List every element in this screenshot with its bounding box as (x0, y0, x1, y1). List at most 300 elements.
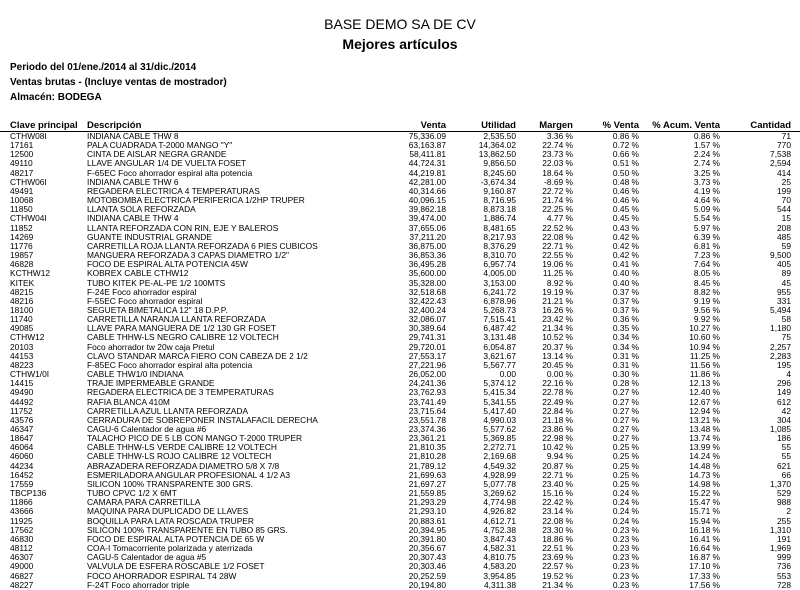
cell-cantidad: 296 (777, 379, 791, 389)
cell-utilidad: 0.00 (499, 370, 516, 380)
cell-clave: 44153 (10, 351, 34, 361)
cell-margen: 20.37 % (542, 342, 573, 352)
cell-utilidad: 8,217.93 (483, 232, 516, 242)
table-row (0, 306, 800, 315)
cell-venta: 42,281.00 (408, 177, 446, 187)
cell-pct-venta: 0.28 % (612, 379, 639, 389)
cell-clave: CTHW06I (10, 177, 47, 187)
cell-pct-acum: 5.09 % (693, 205, 720, 215)
cell-clave: 11776 (10, 241, 33, 251)
cell-cantidad: 25 (781, 177, 791, 187)
cell-clave: 48112 (10, 544, 33, 554)
cell-pct-acum: 15.22 % (689, 489, 720, 499)
cell-descripcion: MANGUERA REFORZADA 3 CAPAS DIAMETRO 1/2" (87, 251, 289, 261)
cell-clave: 49000 (10, 562, 34, 572)
cell-margen: 20.87 % (542, 461, 573, 471)
cell-pct-venta: 0.45 % (612, 214, 639, 224)
column-cantidad: Cantidad (750, 120, 791, 131)
column-pct-venta: % Venta (602, 120, 639, 131)
cell-clave: 43576 (10, 415, 34, 425)
table-row (0, 443, 800, 452)
cell-cantidad: 42 (781, 406, 791, 416)
cell-pct-venta: 0.23 % (612, 571, 639, 581)
cell-descripcion: CABLE THHW-LS NEGRO CALIBRE 12 VOLTECH (87, 333, 279, 343)
table-row (0, 544, 800, 553)
cell-pct-venta: 0.25 % (612, 461, 639, 471)
cell-utilidad: 4,612.71 (483, 516, 516, 526)
cell-cantidad: 999 (777, 553, 791, 563)
column-utilidad: Utilidad (481, 120, 516, 131)
cell-utilidad: 4,583.20 (483, 562, 516, 572)
cell-venta: 26,052.00 (408, 370, 446, 380)
cell-venta: 20,391.80 (408, 534, 446, 544)
cell-venta: 39,474.00 (408, 214, 446, 224)
cell-descripcion: CARRETILLA AZUL LLANTA REFORZADA (87, 406, 249, 416)
cell-utilidad: 8,716.95 (483, 196, 516, 206)
table-row (0, 388, 800, 397)
cell-descripcion: FOCO DE ESPIRAL ALTA POTENCIA 45W (87, 260, 248, 270)
cell-utilidad: 7,515.41 (483, 315, 516, 325)
cell-utilidad: 4,990.03 (483, 415, 516, 425)
cell-margen: 22.51 % (542, 544, 573, 554)
cell-utilidad: 5,369.85 (483, 434, 516, 444)
cell-utilidad: 6,487.42 (483, 324, 516, 334)
cell-clave: 17562 (10, 525, 34, 535)
cell-pct-acum: 15.71 % (689, 507, 720, 517)
cell-utilidad: 4,926.82 (483, 507, 516, 517)
cell-descripcion: REGADERA ELECTRICA DE 3 TEMPERATURAS (87, 388, 274, 398)
cell-clave: 19857 (10, 251, 34, 261)
cell-pct-venta: 0.25 % (612, 452, 639, 462)
report-period: Periodo del 01/ene./2014 al 31/dic./2014 (10, 62, 197, 73)
cell-descripcion: PALA CUADRADA T-2000 MANGO "Y" (87, 141, 233, 151)
column-pct-acum: % Acum. Venta (652, 120, 720, 131)
cell-clave: 16452 (10, 470, 34, 480)
cell-pct-venta: 0.66 % (612, 150, 639, 160)
cell-clave: 46307 (10, 553, 34, 563)
cell-pct-acum: 11.25 % (689, 351, 720, 361)
cell-descripcion: F-85EC Foco ahorrador espiral alta potencia (87, 360, 253, 370)
table-row (0, 407, 800, 416)
cell-pct-venta: 0.36 % (612, 315, 639, 325)
cell-clave: 20103 (10, 342, 34, 352)
cell-pct-acum: 15.94 % (689, 516, 720, 526)
cell-clave: 49110 (10, 159, 33, 169)
cell-clave: 48216 (10, 296, 34, 306)
cell-venta: 21,810.35 (408, 443, 446, 453)
cell-clave: 10068 (10, 196, 34, 206)
cell-pct-venta: 0.46 % (612, 186, 639, 196)
cell-margen: -8.69 % (544, 177, 573, 187)
cell-utilidad: 4,810.75 (483, 553, 516, 563)
cell-utilidad: 9,856.50 (483, 159, 516, 169)
cell-margen: 22.52 % (542, 223, 573, 233)
cell-pct-venta: 0.37 % (612, 305, 639, 315)
cell-margen: 13.14 % (542, 351, 573, 361)
column-descripcion: Descripción (87, 120, 142, 131)
cell-descripcion: CLAVO STANDAR MARCA FIERO CON CABEZA DE 2 1/2 (87, 351, 308, 361)
table-row (0, 224, 800, 233)
cell-pct-acum: 4.19 % (693, 186, 720, 196)
cell-cantidad: 544 (777, 205, 791, 215)
cell-pct-acum: 14.73 % (689, 470, 720, 480)
cell-cantidad: 529 (777, 489, 791, 499)
company-name: BASE DEMO SA DE CV (324, 16, 476, 32)
cell-cantidad: 1,310 (770, 525, 791, 535)
table-row (0, 333, 800, 342)
table-row (0, 562, 800, 571)
cell-pct-acum: 13.74 % (689, 434, 720, 444)
table-row (0, 178, 800, 187)
cell-margen: 23.69 % (542, 553, 573, 563)
cell-clave: TBCP136 (10, 489, 47, 499)
cell-utilidad: 5,077.78 (483, 479, 516, 489)
cell-pct-venta: 0.35 % (612, 324, 639, 334)
cell-descripcion: CERRADURA DE SOBREPONER INSTALAFACIL DERECHA (87, 415, 318, 425)
cell-utilidad: 2,272.71 (483, 443, 516, 453)
cell-cantidad: 75 (781, 333, 791, 343)
cell-descripcion: FOCO DE ESPIRAL ALTA POTENCIA DE 65 W (87, 534, 265, 544)
cell-pct-venta: 0.31 % (612, 360, 639, 370)
cell-venta: 29,720.01 (408, 342, 446, 352)
cell-utilidad: 4,005.00 (483, 269, 516, 279)
cell-cantidad: 70 (781, 196, 791, 206)
cell-descripcion: CAGU-6 Calentador de agua #6 (87, 425, 207, 434)
cell-venta: 75,336.09 (408, 132, 446, 141)
cell-clave: 48215 (10, 287, 34, 297)
cell-pct-venta: 0.48 % (612, 177, 639, 187)
cell-clave: 44234 (10, 461, 34, 471)
cell-venta: 35,600.00 (408, 269, 446, 279)
cell-margen: 23.40 % (542, 479, 573, 489)
table-row (0, 159, 800, 168)
cell-margen: 22.08 % (542, 516, 573, 526)
cell-pct-venta: 0.23 % (612, 553, 639, 563)
cell-pct-acum: 14.24 % (689, 452, 720, 462)
cell-cantidad: 55 (781, 452, 791, 462)
cell-margen: 22.55 % (542, 251, 573, 261)
cell-venta: 39,862.18 (408, 205, 446, 215)
cell-pct-venta: 0.23 % (612, 544, 639, 554)
table-row (0, 324, 800, 333)
table-row (0, 242, 800, 251)
cell-clave: 46827 (10, 571, 34, 581)
cell-clave: CTHW04I (10, 214, 47, 224)
cell-venta: 20,252.59 (408, 571, 446, 581)
cell-venta: 23,741.49 (408, 397, 446, 407)
cell-pct-acum: 9.92 % (693, 315, 720, 325)
cell-pct-acum: 6.81 % (693, 241, 720, 251)
table-row (0, 370, 800, 379)
cell-venta: 21,697.27 (408, 479, 446, 489)
cell-margen: 18.64 % (542, 168, 573, 178)
cell-margen: 23.42 % (542, 315, 573, 325)
cell-utilidad: 13,862.50 (478, 150, 516, 160)
cell-descripcion: Foco ahorrador tw 20w caja Pretul (87, 342, 215, 352)
cell-utilidad: 8,481.65 (483, 223, 516, 233)
cell-venta: 29,741.31 (408, 333, 446, 343)
cell-descripcion: CARRETILLA ROJA LLANTA REFORZADA 6 PIES CUBICOS (87, 241, 318, 251)
cell-utilidad: 14,364.02 (478, 141, 516, 151)
cell-pct-venta: 0.25 % (612, 470, 639, 480)
cell-margen: 22.49 % (542, 397, 573, 407)
cell-descripcion: VALVULA DE ESFERA ROSCABLE 1/2 FOSET (87, 562, 265, 572)
cell-descripcion: TUBO KITEK PE-AL-PE 1/2 100MTS (87, 278, 226, 288)
cell-cantidad: 55 (781, 443, 791, 453)
cell-descripcion: LLANTA REFORZADA CON RIN, EJE Y BALEROS (87, 223, 279, 233)
cell-pct-acum: 16.18 % (689, 525, 720, 535)
cell-venta: 30,389.64 (408, 324, 446, 334)
cell-margen: 22.25 % (542, 205, 573, 215)
cell-margen: 22.03 % (542, 159, 573, 169)
table-row (0, 526, 800, 535)
cell-descripcion: TUBO CPVC 1/2 X 6MT (87, 489, 177, 499)
cell-cantidad: 1,180 (770, 324, 791, 334)
cell-clave: 43666 (10, 507, 34, 517)
cell-margen: 15.16 % (542, 489, 573, 499)
cell-descripcion: LLAVE PARA MANGUERA DE 1/2 130 GR FOSET (87, 324, 277, 334)
cell-pct-acum: 17.56 % (689, 580, 720, 590)
cell-cantidad: 89 (781, 269, 791, 279)
cell-venta: 35,328.00 (408, 278, 446, 288)
cell-pct-venta: 0.27 % (612, 388, 639, 398)
table-row (0, 150, 800, 159)
cell-cantidad: 405 (777, 260, 791, 270)
cell-venta: 20,394.95 (408, 525, 446, 535)
cell-margen: 8.92 % (546, 278, 573, 288)
cell-utilidad: 5,268.73 (483, 305, 516, 315)
table-row (0, 425, 800, 434)
cell-clave: 12500 (10, 150, 34, 160)
cell-utilidad: 6,241.72 (483, 287, 516, 297)
cell-cantidad: 331 (777, 296, 791, 306)
cell-margen: 22.78 % (542, 388, 573, 398)
cell-pct-venta: 0.42 % (612, 251, 639, 261)
cell-descripcion: GUANTE INDUSTRIAL GRANDE (87, 232, 212, 242)
cell-pct-acum: 2.24 % (693, 150, 720, 160)
cell-pct-acum: 8.05 % (693, 269, 720, 279)
table-row (0, 434, 800, 443)
cell-descripcion: COA-I Tomacorriente polarizada y aterrizada (87, 544, 253, 554)
cell-pct-acum: 12.94 % (689, 406, 720, 416)
cell-descripcion: MOTOBOMBA ELECTRICA PERIFERICA 1/2HP TRUPER (87, 196, 305, 206)
cell-cantidad: 15 (781, 214, 791, 224)
cell-venta: 36,875.00 (408, 241, 446, 251)
cell-descripcion: CAMARA PARA CARRETILLA (87, 498, 201, 508)
cell-utilidad: -3,674.34 (480, 177, 516, 187)
cell-clave: 11852 (10, 223, 33, 233)
cell-cantidad: 2 (786, 507, 791, 517)
table-row (0, 517, 800, 526)
cell-margen: 21.74 % (542, 196, 573, 206)
cell-margen: 3.36 % (546, 132, 573, 141)
column-margen: Margen (539, 120, 573, 131)
cell-cantidad: 59 (781, 241, 791, 251)
cell-margen: 22.57 % (542, 562, 573, 572)
cell-venta: 27,553.17 (408, 351, 446, 361)
cell-margen: 10.42 % (542, 443, 573, 453)
cell-cantidad: 255 (777, 516, 791, 526)
cell-venta: 24,241.36 (408, 379, 446, 389)
table-row (0, 251, 800, 260)
cell-utilidad: 4,752.38 (483, 525, 516, 535)
cell-cantidad: 612 (777, 397, 791, 407)
cell-pct-acum: 13.21 % (689, 415, 720, 425)
cell-descripcion: FOCO AHORRADOR ESPIRAL T4 28W (87, 571, 237, 581)
cell-utilidad: 2,169.68 (483, 452, 516, 462)
cell-cantidad: 553 (777, 571, 791, 581)
table-row (0, 214, 800, 223)
cell-cantidad: 485 (777, 232, 791, 242)
cell-utilidad: 5,567.77 (483, 360, 516, 370)
cell-venta: 63,163.87 (408, 141, 446, 151)
cell-pct-acum: 4.64 % (693, 196, 720, 206)
cell-cantidad: 1,370 (770, 479, 791, 489)
cell-pct-acum: 13.99 % (689, 443, 720, 453)
cell-margen: 23.30 % (542, 525, 573, 535)
cell-margen: 23.73 % (542, 150, 573, 160)
cell-venta: 23,715.64 (408, 406, 446, 416)
cell-cantidad: 199 (777, 186, 791, 196)
cell-descripcion: INDIANA CABLE THW 8 (87, 132, 179, 141)
cell-clave: 46828 (10, 260, 34, 270)
cell-venta: 21,293.10 (408, 507, 446, 517)
column-clave: Clave principal (10, 120, 78, 131)
table-row (0, 196, 800, 205)
cell-pct-acum: 10.60 % (689, 333, 720, 343)
cell-cantidad: 9,500 (770, 251, 791, 261)
cell-pct-acum: 3.73 % (693, 177, 720, 187)
cell-venta: 44,724.31 (408, 159, 446, 169)
cell-utilidad: 3,269.62 (483, 489, 516, 499)
cell-pct-venta: 0.27 % (612, 406, 639, 416)
cell-clave: 11850 (10, 205, 33, 215)
cell-venta: 21,559.85 (408, 489, 446, 499)
cell-cantidad: 208 (777, 223, 791, 233)
cell-venta: 32,400.24 (408, 305, 446, 315)
cell-cantidad: 149 (777, 388, 791, 398)
cell-venta: 21,789.12 (408, 461, 446, 471)
cell-cantidad: 71 (781, 132, 791, 141)
cell-venta: 37,655.06 (408, 223, 446, 233)
cell-utilidad: 4,928.99 (483, 470, 516, 480)
cell-cantidad: 2,594 (770, 159, 791, 169)
cell-pct-venta: 0.37 % (612, 296, 639, 306)
cell-margen: 11.25 % (542, 269, 573, 279)
cell-clave: CTHW08I (10, 132, 47, 141)
cell-pct-venta: 0.37 % (612, 287, 639, 297)
cell-venta: 23,762.93 (408, 388, 446, 398)
cell-utilidad: 5,415.34 (483, 388, 516, 398)
cell-venta: 36,853.36 (408, 251, 446, 261)
cell-pct-acum: 5.54 % (693, 214, 720, 224)
cell-venta: 23,374.36 (408, 425, 446, 434)
cell-descripcion: LLANTA SOLA REFORZADA (87, 205, 196, 215)
cell-venta: 23,551.78 (408, 415, 446, 425)
cell-pct-venta: 0.25 % (612, 479, 639, 489)
cell-clave: 49490 (10, 388, 34, 398)
cell-pct-acum: 8.45 % (693, 278, 720, 288)
table-row (0, 233, 800, 242)
table-row (0, 269, 800, 278)
cell-clave: KITEK (10, 278, 35, 288)
table-row (0, 416, 800, 425)
table-row (0, 498, 800, 507)
cell-pct-venta: 0.34 % (612, 333, 639, 343)
cell-clave: 46064 (10, 443, 34, 453)
cell-utilidad: 6,054.87 (483, 342, 516, 352)
cell-venta: 40,096.15 (408, 196, 446, 206)
cell-pct-venta: 0.24 % (612, 516, 639, 526)
cell-pct-acum: 7.23 % (693, 251, 720, 261)
cell-margen: 18.86 % (542, 534, 573, 544)
cell-utilidad: 4,311.38 (484, 580, 516, 590)
cell-pct-venta: 0.27 % (612, 434, 639, 444)
cell-clave: CTHW12 (10, 333, 45, 343)
cell-pct-acum: 5.97 % (693, 223, 720, 233)
cell-pct-acum: 11.86 % (689, 370, 720, 380)
cell-pct-venta: 0.86 % (612, 132, 639, 141)
cell-cantidad: 736 (777, 562, 791, 572)
cell-venta: 21,810.28 (408, 452, 446, 462)
cell-pct-acum: 10.27 % (689, 324, 720, 334)
cell-venta: 32,422.43 (408, 296, 446, 306)
column-venta: Venta (420, 120, 446, 131)
cell-pct-venta: 0.25 % (612, 443, 639, 453)
cell-descripcion: MAQUINA PARA DUPLICADO DE LLAVES (87, 507, 249, 517)
cell-descripcion: F-24T Foco ahorrador triple (87, 580, 190, 590)
table-row (0, 352, 800, 361)
cell-pct-acum: 16.87 % (689, 553, 720, 563)
cell-clave: 11866 (10, 498, 33, 508)
table-row (0, 361, 800, 370)
cell-pct-venta: 0.23 % (612, 580, 639, 590)
cell-pct-venta: 0.30 % (612, 370, 639, 380)
cell-pct-venta: 0.50 % (612, 168, 639, 178)
cell-cantidad: 2,283 (770, 351, 791, 361)
cell-utilidad: 5,577.62 (483, 425, 516, 434)
cell-venta: 44,219.81 (408, 168, 446, 178)
cell-margen: 23.14 % (542, 507, 573, 517)
table-row (0, 572, 800, 581)
cell-utilidad: 6,957.74 (483, 260, 516, 270)
cell-descripcion: F-24E Foco ahorrador espiral (87, 287, 197, 297)
table-row (0, 132, 800, 141)
cell-pct-venta: 0.31 % (612, 351, 639, 361)
cell-descripcion: SEGUETA BIMETALICA 12" 18 D.P.P. (87, 305, 228, 315)
cell-venta: 21,699.63 (408, 470, 446, 480)
cell-clave: 46347 (10, 425, 34, 434)
cell-cantidad: 1,085 (770, 425, 791, 434)
table-row (0, 187, 800, 196)
cell-margen: 22.71 % (542, 241, 573, 251)
table-row (0, 379, 800, 388)
cell-clave: 46060 (10, 452, 34, 462)
cell-descripcion: INDIANA CABLE THW 6 (87, 177, 179, 187)
cell-clave: 14415 (10, 379, 34, 389)
table-row (0, 288, 800, 297)
cell-clave: 46830 (10, 534, 34, 544)
cell-margen: 22.98 % (542, 434, 573, 444)
table-body (0, 132, 800, 590)
table-row (0, 553, 800, 562)
table-row (0, 398, 800, 407)
cell-cantidad: 955 (777, 287, 791, 297)
cell-clave: 48223 (10, 360, 34, 370)
cell-descripcion: RAFIA BLANCA 410M (87, 397, 170, 407)
cell-margen: 21.34 % (542, 580, 573, 590)
cell-pct-acum: 17.33 % (689, 571, 720, 581)
